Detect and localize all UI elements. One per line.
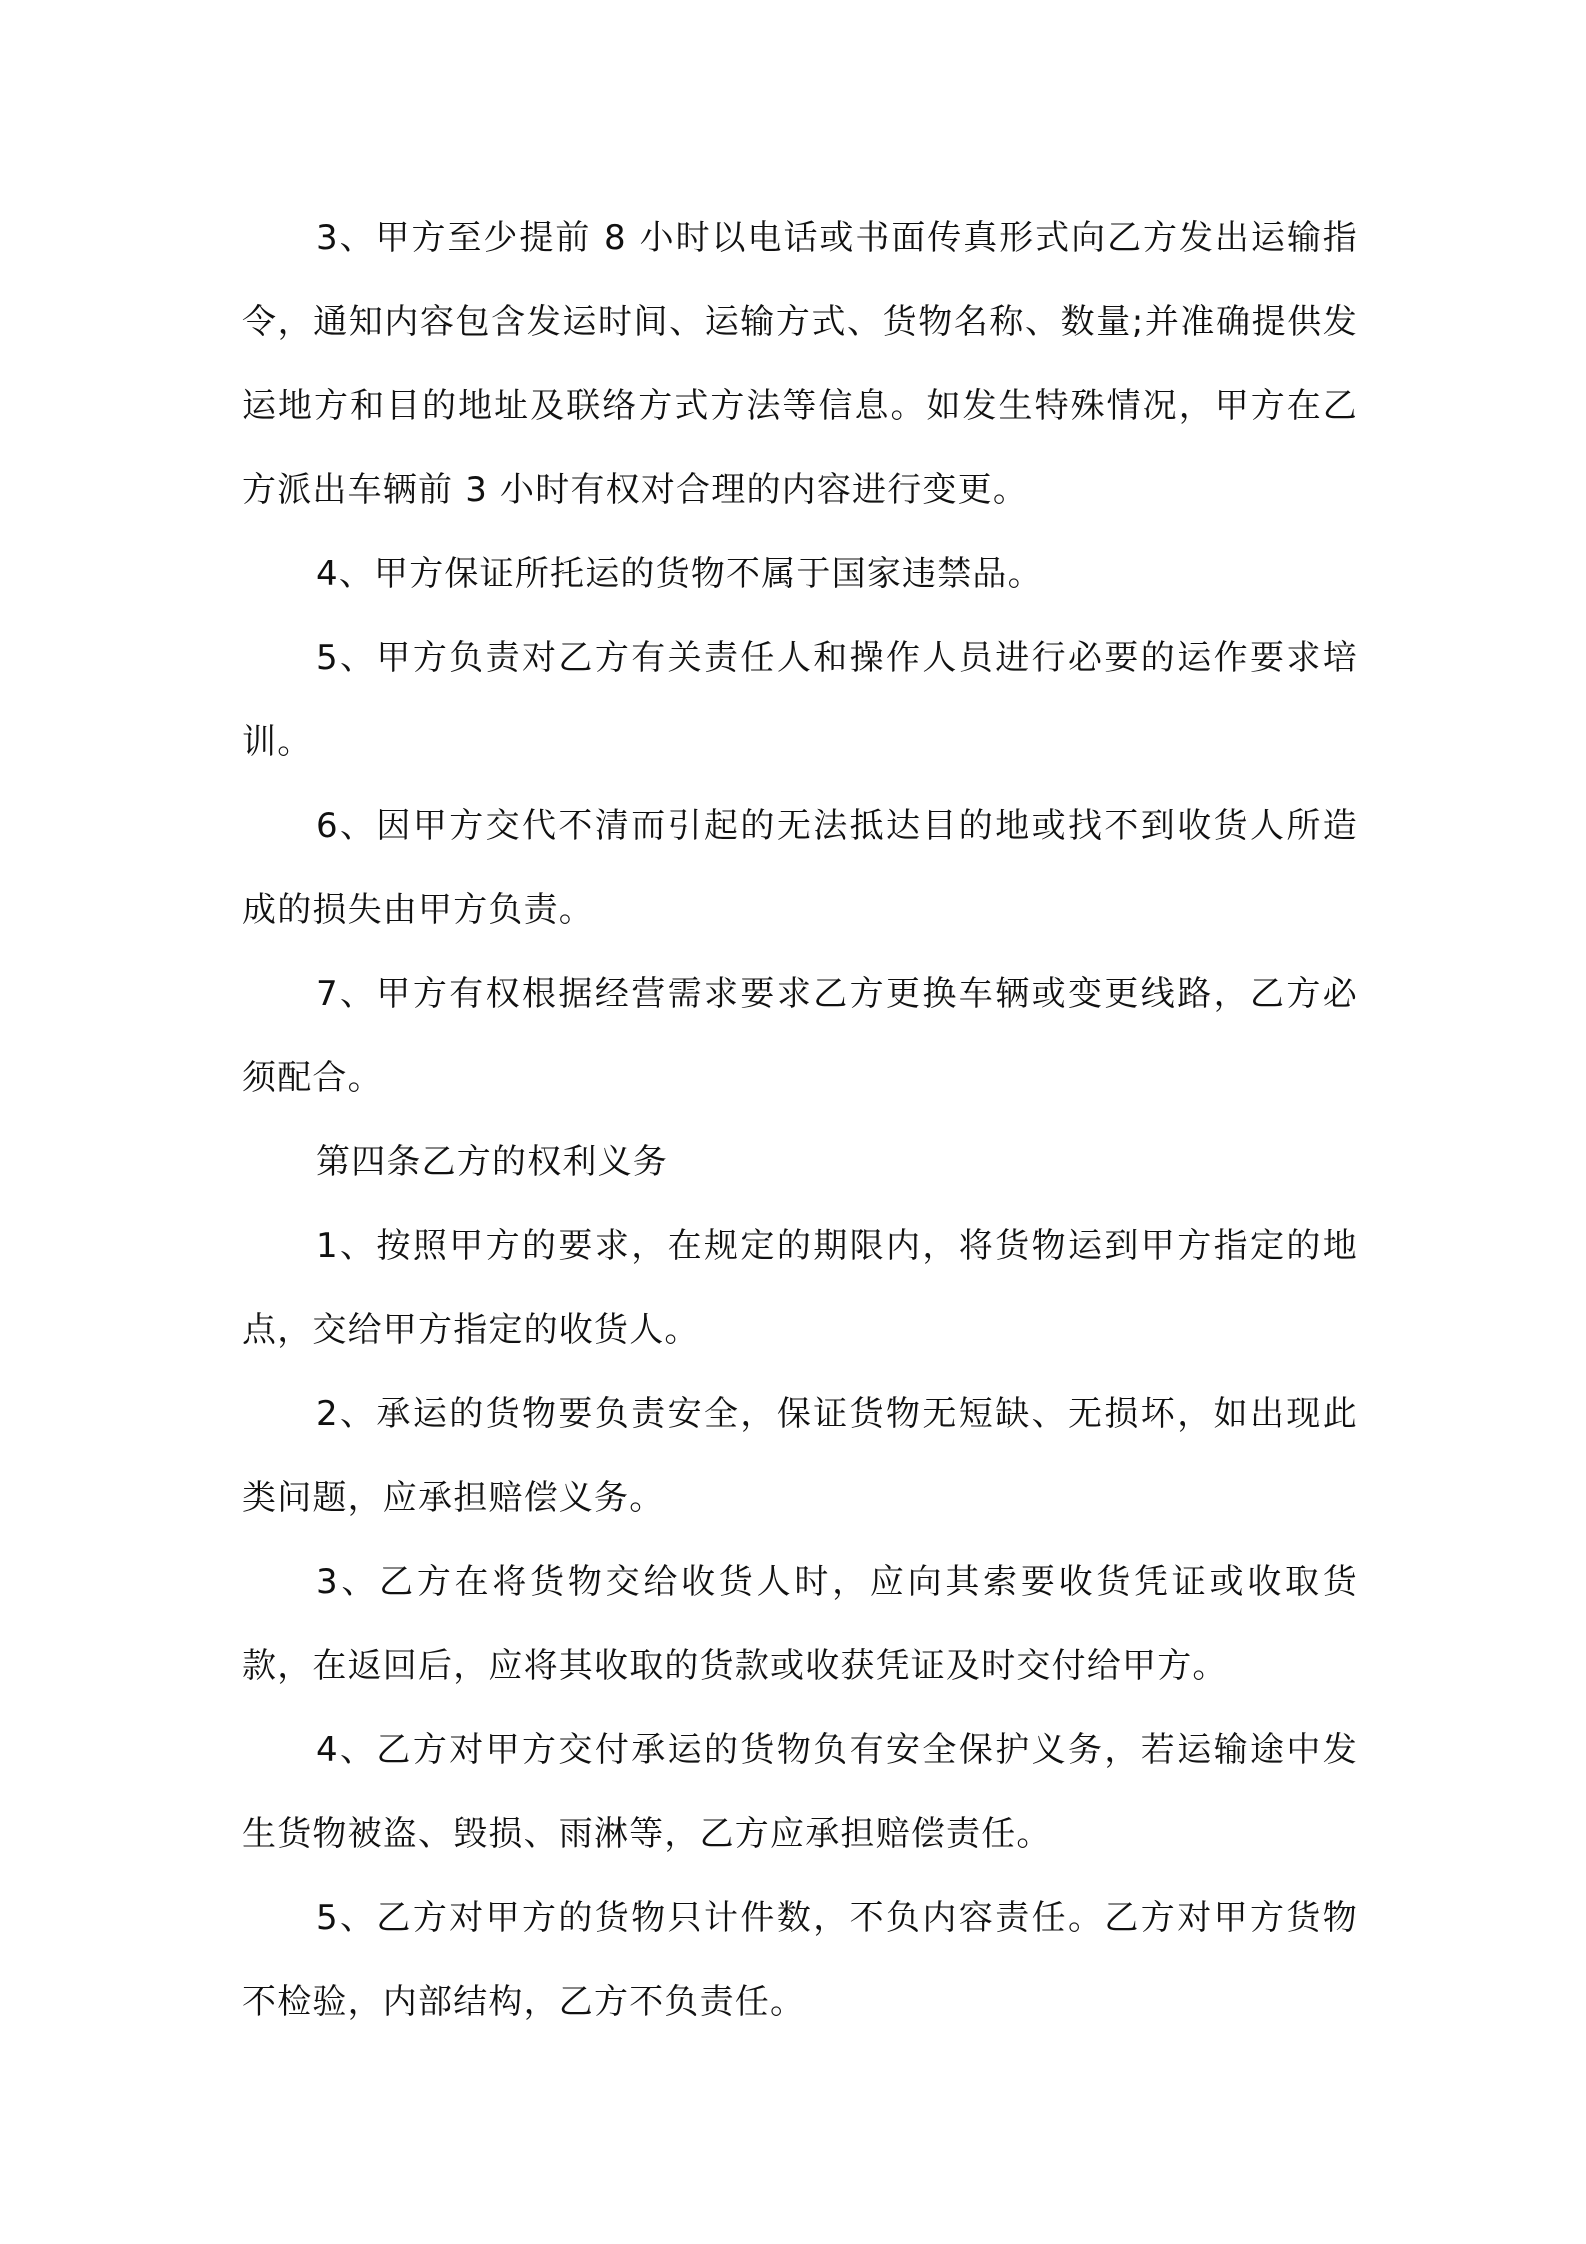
clause-5-party-a-training: 5、甲方负责对乙方有关责任人和操作人员进行必要的运作要求培训。	[242, 638, 1358, 762]
clause-3-party-a-notice: 3、甲方至少提前 8 小时以电话或书面传真形式向乙方发出运输指令，通知内容包含发运时间、运输方式、货物名称、数量;并准确提供发运地方和目的地址及联络方式方法等信息。如发生特殊情况，甲方在乙方派出车辆前 3 小时有权对合理的内容进行变更。	[242, 218, 1358, 510]
article-4-heading: 第四条乙方的权利义务	[316, 1142, 668, 1182]
clause-4-party-a-no-prohibited-goods: 4、甲方保证所托运的货物不属于国家违禁品。	[316, 554, 1043, 594]
clause-3-party-b-receipt: 3、乙方在将货物交给收货人时，应向其索要收货凭证或收取货款，在返回后，应将其收取的货款或收获凭证及时交付给甲方。	[242, 1562, 1358, 1686]
clause-1-party-b-delivery: 1、按照甲方的要求，在规定的期限内，将货物运到甲方指定的地点，交给甲方指定的收货人。	[242, 1226, 1358, 1350]
clause-7-party-a-vehicle-change: 7、甲方有权根据经营需求要求乙方更换车辆或变更线路，乙方必须配合。	[242, 974, 1358, 1098]
clause-6-party-a-loss-responsibility: 6、因甲方交代不清而引起的无法抵达目的地或找不到收货人所造成的损失由甲方负责。	[242, 806, 1358, 930]
clause-5-party-b-piece-count: 5、乙方对甲方的货物只计件数，不负内容责任。乙方对甲方货物不检验，内部结构，乙方不负责任。	[242, 1898, 1358, 2022]
clause-2-party-b-safety: 2、承运的货物要负责安全，保证货物无短缺、无损坏，如出现此类问题，应承担赔偿义务。	[242, 1394, 1358, 1518]
clause-4-party-b-protection: 4、乙方对甲方交付承运的货物负有安全保护义务，若运输途中发生货物被盗、毁损、雨淋等，乙方应承担赔偿责任。	[242, 1730, 1358, 1854]
document-body	[242, 196, 1358, 2044]
